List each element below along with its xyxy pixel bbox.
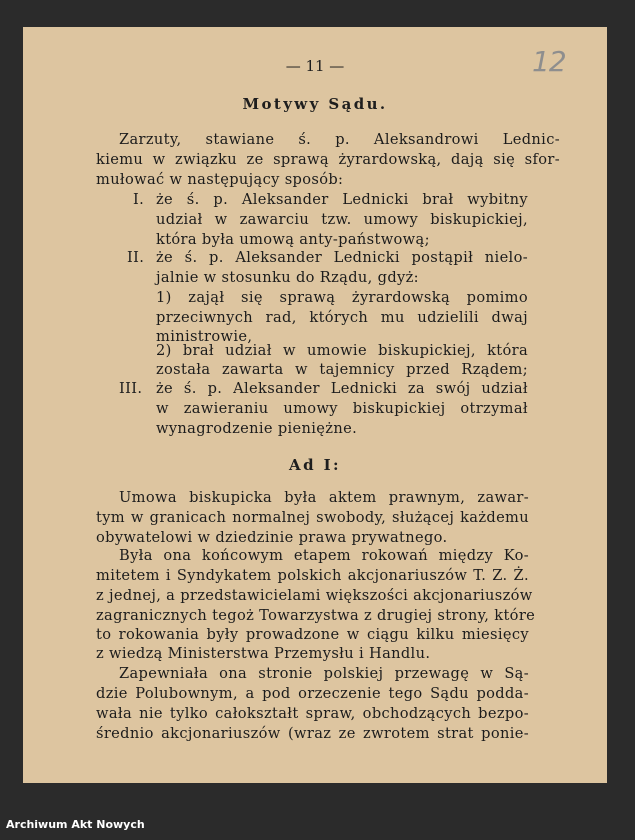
body-line: tym w granicach normalnej swobody, służącej każdemu — [96, 509, 529, 526]
sublist-line: została zawarta w tajemnicy przed Rządem; — [156, 361, 528, 378]
list-line: udział w zawarciu tzw. umowy biskupickiej, — [156, 211, 528, 228]
list-line: wynagrodzenie pieniężne. — [156, 420, 358, 437]
intro-line: mułować w następujący sposób: — [96, 171, 344, 188]
list-line: która była umową anty-państwową; — [156, 231, 430, 248]
heading-ad-i: Ad I: — [289, 456, 341, 474]
sublist-line: 2) brał udział w umowie biskupickiej, która — [156, 342, 528, 359]
page-number: — 11 — — [285, 57, 345, 75]
list-numeral: II. — [127, 249, 145, 266]
archive-footer-label: Archiwum Akt Nowych — [6, 818, 145, 831]
sublist-line: ministrowie, — [156, 328, 253, 345]
body-line: mitetem i Syndykatem polskich akcjonariuszów T. Z. Ż. — [96, 567, 529, 584]
intro-line: Zarzuty, stawiane ś. p. Aleksandrowi Lednic- — [119, 131, 560, 148]
body-line: z wiedzą Ministerstwa Przemysłu i Handlu. — [96, 645, 431, 662]
body-line: wała nie tylko całokształt spraw, obchodzących bezpo- — [96, 705, 529, 722]
document-page — [23, 27, 607, 783]
body-line: Zapewniała ona stronie polskiej przewagę w Są- — [119, 665, 529, 682]
list-line: że ś. p. Aleksander Lednicki brał wybitny — [156, 191, 528, 208]
body-line: Była ona końcowym etapem rokowań między Ko- — [119, 547, 529, 564]
list-line: jalnie w stosunku do Rządu, gdyż: — [156, 269, 419, 286]
list-numeral: I. — [133, 191, 145, 208]
list-line: że ś. p. Aleksander Lednicki postąpił nielo- — [156, 249, 528, 266]
sublist-line: przeciwnych rad, których mu udzielili dwaj — [156, 309, 528, 326]
body-line: to rokowania były prowadzone w ciągu kilku miesięcy — [96, 626, 529, 643]
body-line: średnio akcjonariuszów (wraz ze zwrotem strat ponie- — [96, 725, 529, 742]
body-line: Umowa biskupicka była aktem prawnym, zawar- — [119, 489, 529, 506]
list-line: że ś. p. Aleksander Lednicki za swój udział — [156, 380, 528, 397]
body-line: obywatelowi w dziedzinie prawa prywatnego. — [96, 529, 448, 546]
body-line: zagranicznych tegoż Towarzystwa z drugiej strony, które — [96, 607, 536, 624]
list-numeral: III. — [119, 380, 143, 397]
heading-motives: Motywy Sądu. — [242, 95, 388, 113]
list-line: w zawieraniu umowy biskupickiej otrzymał — [156, 400, 528, 417]
sublist-line: 1) zajął się sprawą żyrardowską pomimo — [156, 289, 528, 306]
intro-line: kiemu w związku ze sprawą żyrardowską, dają się sfor- — [96, 151, 560, 168]
body-line: dzie Polubownym, a pod orzeczenie tego Sądu podda- — [96, 685, 529, 702]
body-line: z jednej, a przedstawicielami większości akcjonariuszów — [96, 587, 533, 604]
archive-page-number: 12 — [532, 45, 566, 78]
